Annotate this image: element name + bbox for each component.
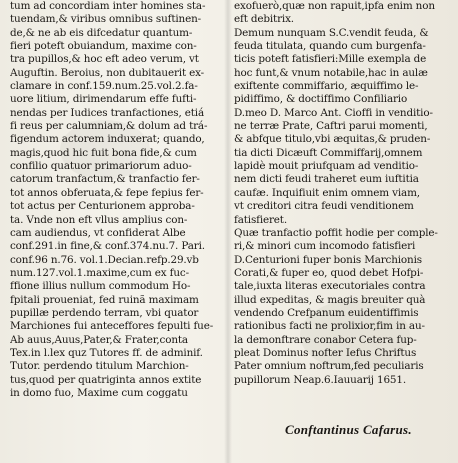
text-line: cam audiendus, vt confiderat Albe [10, 226, 186, 239]
text-line: conf.96 n.76. vol.1.Decian.refp.29.vb [10, 253, 199, 266]
text-line: tus,quod per quatriginta annos extite [10, 373, 202, 386]
text-line: pleat Dominus nofter Iefus Chriftus [234, 346, 417, 359]
text-line: tuendam,& viribus omnibus suftinen- [10, 13, 201, 26]
text-line: nem dicti feudi traheret eum iuftitia [234, 173, 419, 186]
text-line: ri,& minori cum incomodo fatisfieri [234, 240, 416, 253]
text-line: pupillorum Neap.6.Iauuarij 1651. [234, 373, 406, 386]
text-line: D.meo D. Marco Ant. Cioffi in venditio- [234, 106, 433, 119]
text-line: la demonftrare conabor Cetera fup- [234, 333, 417, 346]
text-line: Ab auus,Auus,Pater,& Frater,conta [10, 333, 188, 346]
text-line: confilio quatuor primariorum aduo- [10, 160, 192, 173]
text-line: tot actus per Centurionem approba- [10, 200, 195, 213]
text-line: D.Centurioni fuper bonis Marchionis [234, 253, 422, 266]
text-line: exofuerò,quæ non rapuit,ipfa enim non [234, 0, 435, 12]
text-line: catorum tranfactum,& tranfactio fer- [10, 173, 200, 186]
text-line: illud expeditas, & magis breuiter quà [234, 293, 426, 306]
text-line: clamare in conf.159.num.25.vol.2.fa- [10, 80, 198, 93]
text-line: num.127.vol.1.maxime,cum ex fuc- [10, 266, 189, 279]
text-line: Tex.in l.lex quz Tutores ff. de adminif. [10, 346, 203, 359]
text-line: fi reus per calumniam,& dolum ad trá- [10, 120, 208, 133]
text-line: vendendo Crefpanum euidentiffimis [234, 306, 419, 319]
text-line: tot annos obferuata,& fepe fepius fer- [10, 186, 204, 199]
text-line: ne terræ Prate, Caftri parui momenti, [234, 120, 428, 133]
text-line: tia dicti Dicæuft Commiffarij,omnem [234, 146, 423, 159]
signature: Conftantinus Cafarus. [285, 422, 412, 437]
text-line: pidiffimo, & doctiffimo Confiliario [234, 93, 408, 106]
text-line: in domo fuo, Maxime cum coggatu [10, 386, 188, 399]
text-line: fieri poteft obuiandum, maxime con- [10, 40, 197, 53]
text-line: Pater omnium noftrum,fed peculiaris [234, 360, 424, 373]
text-line: caufæ. Inquifiuit enim omnem viam, [234, 186, 420, 199]
text-line: eft debitrix. [234, 13, 294, 26]
text-line: fatisfieret. [234, 213, 287, 226]
left-text-column [10, 0, 222, 400]
text-line: Tutor. perdendo titulum Marchion- [10, 360, 189, 373]
text-line: tra pupillos,& hoc eft adeo verum, vt [10, 53, 199, 66]
text-line: magis,quod hic fuit bona fide,& cum [10, 146, 197, 159]
text-line: ticis poteft fatisfieri:Mille exempla de [234, 53, 427, 66]
text-line: ta. Vnde non eft vllus amplius con- [10, 213, 188, 226]
text-line: hoc funt,& vnum notabile,hac in aulæ [234, 66, 428, 79]
text-line: exiftente commiffario, æquiffimo le- [234, 80, 419, 93]
text-line: pupillæ perdendo terram, vbi quator [10, 306, 199, 319]
text-line: de,& ne ab eis difcedatur quantum- [10, 26, 193, 39]
text-line: Auguftin. Beroius, non dubitauerit ex- [10, 66, 205, 79]
text-line: fpitali proueniat, fed ruinã maximam [10, 293, 199, 306]
text-line: lapidè mouit priufquam ad venditio- [234, 160, 419, 173]
text-line: vt creditori citra feudi venditionem [234, 200, 414, 213]
text-line: feuda titulata, quando cum burgenfa- [234, 40, 426, 53]
text-line: Demum nunquam S.C.vendit feuda, & [234, 26, 429, 39]
text-line: tale,iuxta literas executoriales contra [234, 280, 426, 293]
text-line: tum ad concordiam inter homines sta- [10, 0, 206, 12]
text-line: Corati,& fuper eo, quod debet Hofpi- [234, 266, 424, 279]
text-line: conf.291.in fine,& conf.374.nu.7. Pari. [10, 240, 205, 253]
text-line: Quæ tranfactio poffit hodie per comple- [234, 226, 438, 239]
text-line: uore litium, dirimendarum effe fufti- [10, 93, 197, 106]
text-line: & abfque titulo,vbi æquitas,& pruden- [234, 133, 431, 146]
text-line: figendum actorem induxerat; quando, [10, 133, 205, 146]
text-line: Marchiones fui anteceffores fepulti fue- [10, 320, 214, 333]
text-line: ffione illius nullum commodum Ho- [10, 280, 191, 293]
text-line: nendas per Iudices tranfactiones, etiá [10, 106, 205, 119]
page-gutter [224, 0, 232, 463]
text-line: rationibus facti ne prolixior,fim in au- [234, 320, 425, 333]
right-text-column [234, 0, 452, 387]
